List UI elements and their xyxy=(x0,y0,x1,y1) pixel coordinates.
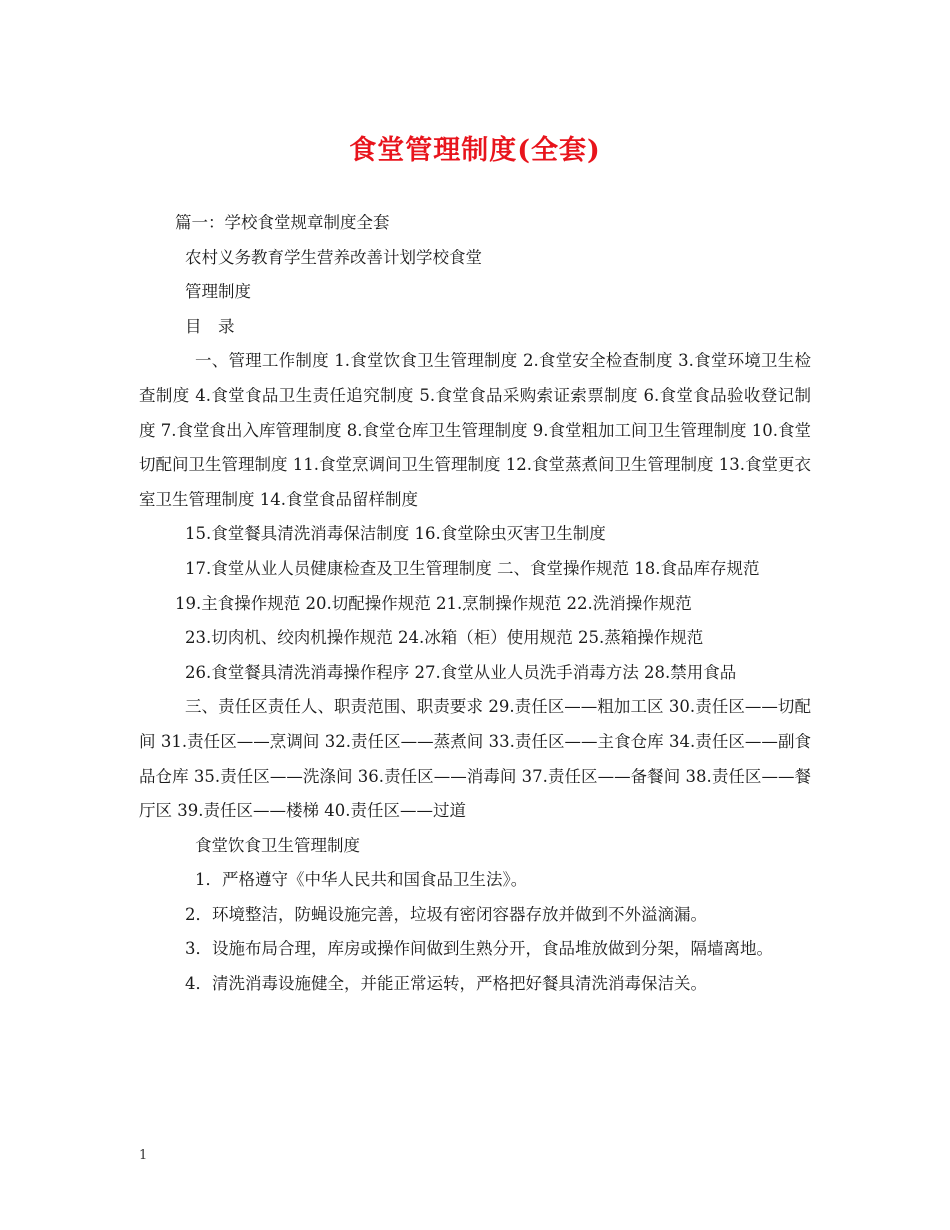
paragraph: 一、管理工作制度 1.食堂饮食卫生管理制度 2.食堂安全检查制度 3.食堂环境卫生检查制度 4.食堂食品卫生责任追究制度 5.食堂食品采购索证索票制度 6.食堂食品验收登记制度 7.食堂食出入库管理制度 8.食堂仓库卫生管理制度 9.食堂粗加工间卫生管理制度 10.食堂切配间卫生管理制度 11.食堂烹调间卫生管理制度 12.食堂蒸煮间卫生管理制度 13.食堂更衣室卫生管理制度 14.食堂食品留样制度 xyxy=(139,351,811,509)
paragraph: 23.切肉机、绞肉机操作规范 24.冰箱（柜）使用规范 25.蒸箱操作规范 xyxy=(185,628,704,648)
page-number: 1 xyxy=(139,1148,148,1163)
paragraph: 1．严格遵守《中华人民共和国食品卫生法》。 xyxy=(195,870,528,890)
paragraph: 26.食堂餐具清洗消毒操作程序 27.食堂从业人员洗手消毒方法 28.禁用食品 xyxy=(185,662,737,682)
paragraph: 食堂饮食卫生管理制度 xyxy=(195,835,360,855)
paragraph: 3．设施布局合理，库房或操作间做到生熟分开，食品堆放做到分架，隔墙离地。 xyxy=(185,939,773,959)
paragraph: 19.主食操作规范 20.切配操作规范 21.烹制操作规范 22.洗消操作规范 xyxy=(175,593,692,613)
paragraph: 农村义务教育学生营养改善计划学校食堂 xyxy=(185,247,482,267)
paragraph: 2．环境整洁，防蝇设施完善，垃圾有密闭容器存放并做到不外溢滴漏。 xyxy=(185,904,707,924)
paragraph: 三、责任区责任人、职责范围、职责要求 29.责任区——粗加工区 30.责任区——切配间 31.责任区——烹调间 32.责任区——蒸煮间 33.责任区——主食仓库 34.责任区——副食品仓库 35.责任区——洗涤间 36.责任区——消毒间 37.责任区——备餐间 38.责任区——餐厅区 39.责任区——楼梯 40.责任区——过道 xyxy=(139,697,811,821)
document-title: 食堂管理制度(全套) xyxy=(349,135,601,166)
paragraph: 15.食堂餐具清洗消毒保洁制度 16.食堂除虫灭害卫生制度 xyxy=(185,524,606,544)
paragraph: 4．清洗消毒设施健全，并能正常运转，严格把好餐具清洗消毒保洁关。 xyxy=(185,974,707,994)
paragraph: 目 录 xyxy=(185,316,235,336)
paragraph: 管理制度 xyxy=(185,282,251,302)
paragraph: 篇一：学校食堂规章制度全套 xyxy=(175,213,390,232)
document-body xyxy=(139,206,811,1002)
paragraph: 17.食堂从业人员健康检查及卫生管理制度 二、食堂操作规范 18.食品库存规范 xyxy=(185,558,760,578)
